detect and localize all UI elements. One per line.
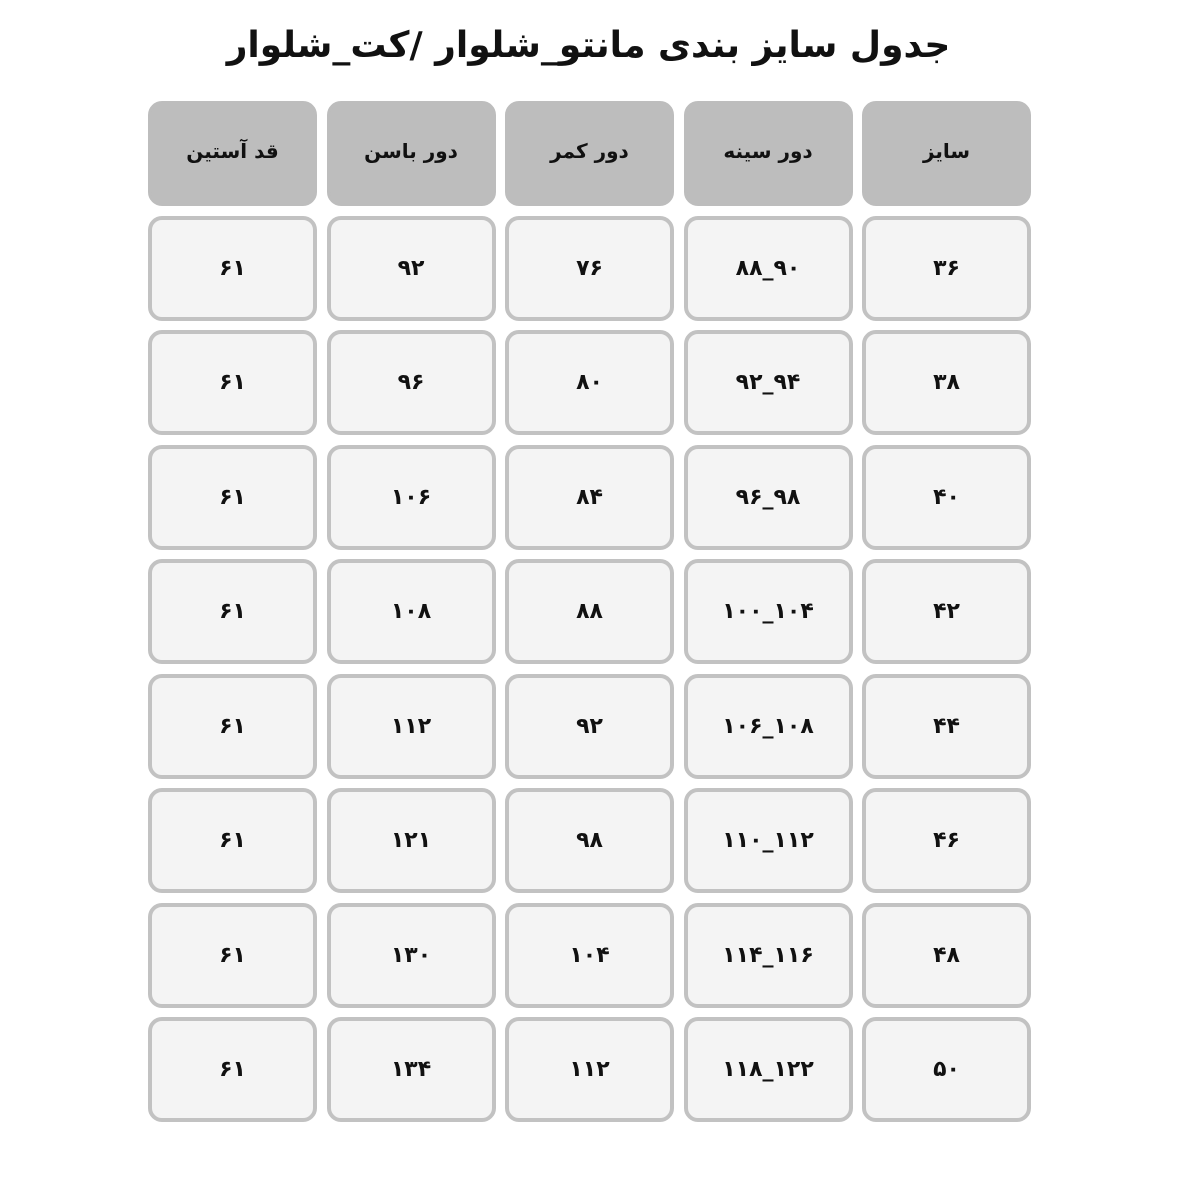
cell-waist xyxy=(505,330,674,435)
cell-value: ۳۸ xyxy=(933,370,960,395)
header-sleeve-length: قد آستین xyxy=(148,101,317,206)
cell-value: ۳۶ xyxy=(933,255,960,281)
cell-value: ۱۰۴ xyxy=(569,942,610,968)
cell-hip xyxy=(327,445,496,550)
cell-sleeve xyxy=(148,903,317,1008)
cell-value: ۱۲۱ xyxy=(390,828,432,853)
cell-size xyxy=(862,216,1031,321)
cell-value: ۶۱ xyxy=(219,255,246,281)
cell-value: ۴۴ xyxy=(933,713,960,739)
cell-value: ۱۳۰ xyxy=(390,942,432,968)
cell-value: ۱۰۰_۱۰۴ xyxy=(722,599,814,624)
cell-value: ۴۲ xyxy=(933,599,960,624)
cell-sleeve xyxy=(148,788,317,893)
cell-sleeve xyxy=(148,216,317,321)
cell-hip xyxy=(327,330,496,435)
cell-value: ۶۱ xyxy=(219,942,246,968)
cell-value: ۶۱ xyxy=(219,1057,246,1082)
cell-value: ۹۲ xyxy=(397,255,425,281)
cell-waist xyxy=(505,445,674,550)
cell-chest xyxy=(684,788,853,893)
cell-sleeve xyxy=(148,674,317,779)
cell-value: ۹۲ xyxy=(576,713,603,739)
cell-value: ۹۶_۹۸ xyxy=(735,484,801,510)
cell-hip xyxy=(327,903,496,1008)
cell-chest xyxy=(684,330,853,435)
cell-chest xyxy=(684,1017,853,1122)
cell-value: ۱۱۲ xyxy=(569,1057,610,1082)
header-chest: دور سینه xyxy=(684,101,853,206)
cell-chest xyxy=(684,674,853,779)
cell-value: ۴۰ xyxy=(933,484,960,510)
cell-hip xyxy=(327,216,496,321)
cell-hip xyxy=(327,1017,496,1122)
cell-size xyxy=(862,445,1031,550)
cell-value: ۱۰۶_۱۰۸ xyxy=(722,713,814,739)
cell-value: ۶۱ xyxy=(219,599,246,624)
cell-value: ۹۸ xyxy=(576,828,603,853)
cell-sleeve xyxy=(148,445,317,550)
cell-hip xyxy=(327,559,496,664)
header-hip: دور باسن xyxy=(327,101,496,206)
cell-value: ۱۰۶ xyxy=(390,484,432,510)
cell-sleeve xyxy=(148,1017,317,1122)
cell-waist xyxy=(505,1017,674,1122)
cell-value: ۱۱۰_۱۱۲ xyxy=(722,828,814,853)
cell-size xyxy=(862,330,1031,435)
cell-size xyxy=(862,788,1031,893)
cell-waist xyxy=(505,559,674,664)
cell-value: ۱۱۸_۱۲۲ xyxy=(722,1057,814,1082)
cell-size xyxy=(862,1017,1031,1122)
cell-value: ۶۱ xyxy=(219,713,246,739)
cell-value: ۴۸ xyxy=(933,942,960,968)
cell-hip xyxy=(327,788,496,893)
cell-value: ۸۸ xyxy=(576,599,603,624)
size-table xyxy=(148,101,1031,1122)
cell-waist xyxy=(505,788,674,893)
cell-value: ۷۶ xyxy=(576,255,603,281)
cell-sleeve xyxy=(148,559,317,664)
cell-chest xyxy=(684,903,853,1008)
cell-waist xyxy=(505,216,674,321)
cell-value: ۸۸_۹۰ xyxy=(735,255,801,281)
cell-value: ۱۰۸ xyxy=(390,599,432,624)
cell-sleeve xyxy=(148,330,317,435)
page-title: جدول سایز بندی مانتو_شلوار /کت_شلوار xyxy=(226,25,951,66)
cell-value: ۹۲_۹۴ xyxy=(735,370,801,395)
cell-value: ۵۰ xyxy=(933,1057,960,1082)
cell-chest xyxy=(684,216,853,321)
header-waist: دور کمر xyxy=(505,101,674,206)
cell-value: ۱۱۴_۱۱۶ xyxy=(722,942,814,968)
cell-value: ۶۱ xyxy=(219,828,246,853)
cell-waist xyxy=(505,674,674,779)
header-size: سایز xyxy=(862,101,1031,206)
cell-value: ۶۱ xyxy=(219,370,246,395)
cell-size xyxy=(862,674,1031,779)
cell-value: ۱۱۲ xyxy=(390,713,432,739)
cell-size xyxy=(862,559,1031,664)
cell-hip xyxy=(327,674,496,779)
cell-value: ۱۳۴ xyxy=(390,1057,432,1082)
cell-value: ۶۱ xyxy=(219,484,246,510)
cell-value: ۴۶ xyxy=(933,828,960,853)
cell-value: ۹۶ xyxy=(397,370,425,395)
cell-waist xyxy=(505,903,674,1008)
cell-chest xyxy=(684,445,853,550)
cell-chest xyxy=(684,559,853,664)
cell-value: ۸۰ xyxy=(576,370,603,395)
cell-value: ۸۴ xyxy=(576,484,603,510)
cell-size xyxy=(862,903,1031,1008)
